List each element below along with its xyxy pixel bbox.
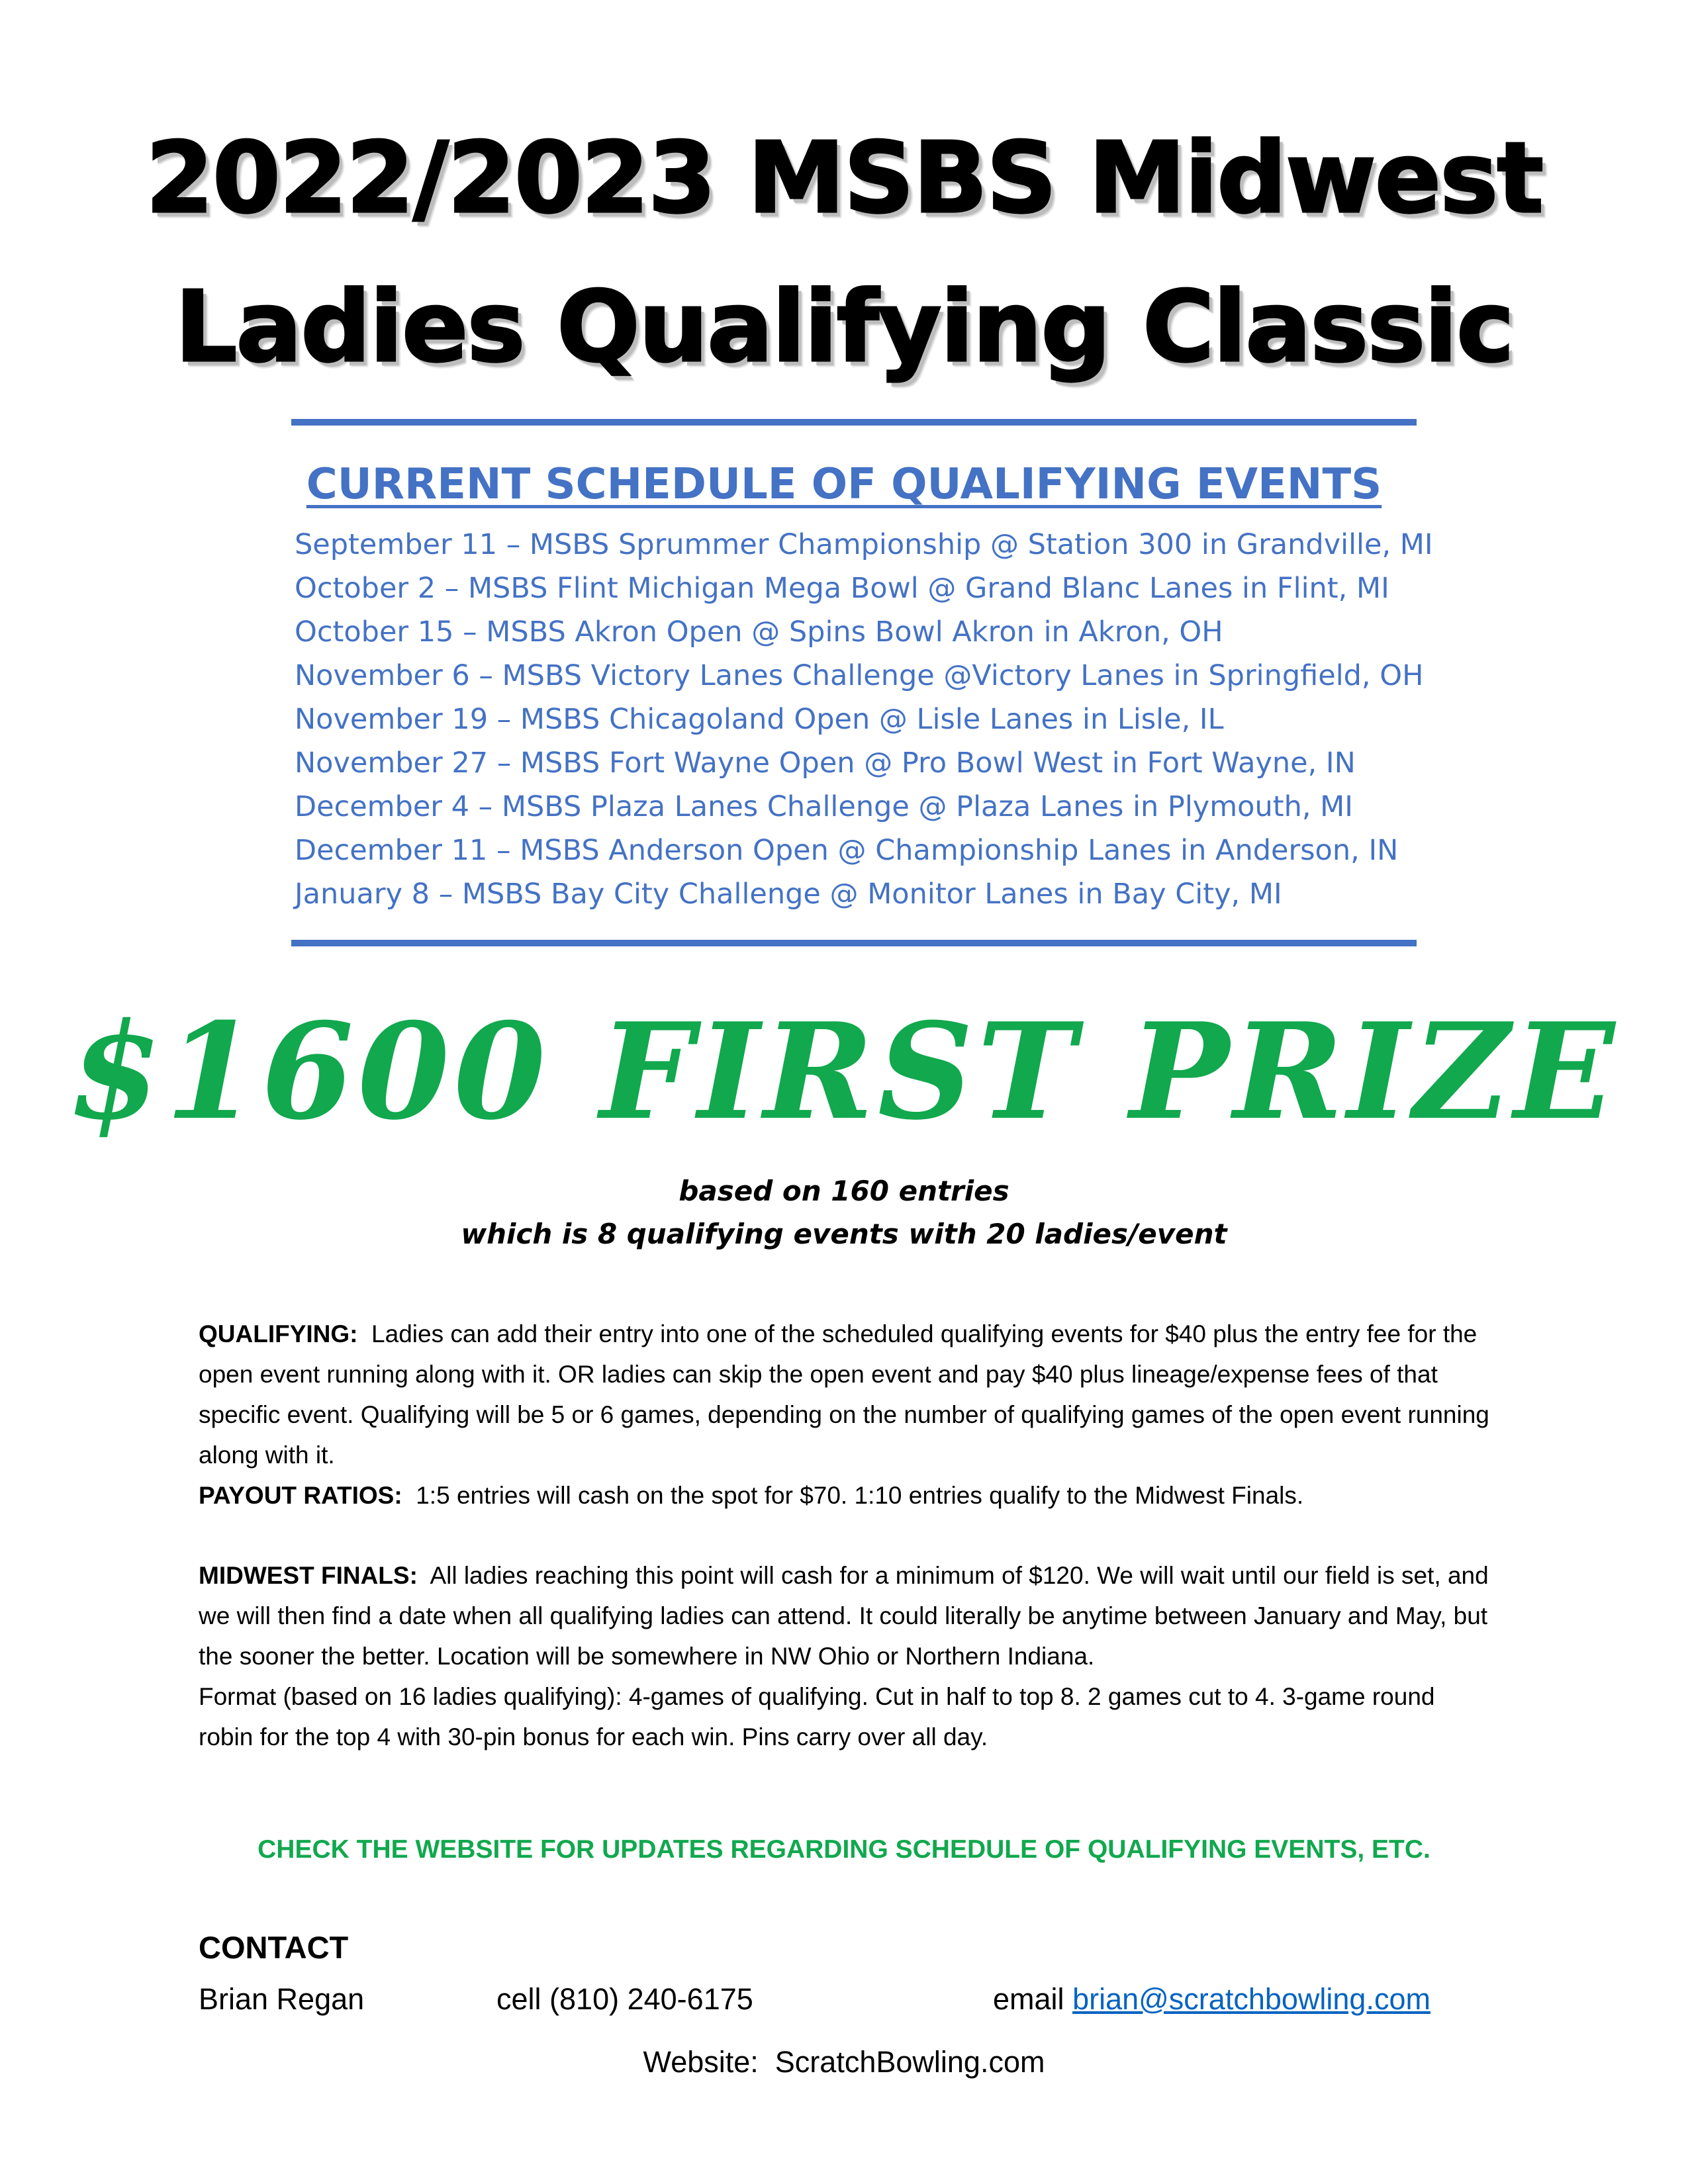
finals-label: MIDWEST FINALS:	[199, 1562, 418, 1589]
first-prize-headline: $1600 FIRST PRIZE	[69, 994, 1619, 1150]
cell-label: cell	[496, 1982, 541, 2016]
contact-heading: CONTACT	[199, 1930, 349, 1965]
qualifying-label: QUALIFYING:	[199, 1320, 358, 1347]
qualifying-paragraph	[199, 1314, 1496, 1475]
prize-basis-line-2: which is 8 qualifying events with 20 ladies/event	[461, 1218, 1227, 1250]
contact-email	[993, 1982, 1430, 2017]
page-title-line-2: Ladies Qualifying Classic	[175, 270, 1513, 384]
schedule-item: November 6 – MSBS Victory Lanes Challenge @Victory Lanes in Springfield, OH	[295, 659, 1424, 692]
divider-top	[291, 419, 1417, 426]
schedule-item: November 19 – MSBS Chicagoland Open @ Lisle Lanes in Lisle, IL	[295, 703, 1224, 736]
page-title-line-1: 2022/2023 MSBS Midwest	[145, 121, 1543, 235]
schedule-item: October 2 – MSBS Flint Michigan Mega Bowl @ Grand Blanc Lanes in Flint, MI	[295, 572, 1389, 605]
website-line	[0, 2045, 1688, 2079]
finals-paragraph	[199, 1555, 1496, 1676]
finals-section	[199, 1555, 1496, 1757]
schedule-item: December 11 – MSBS Anderson Open @ Championship Lanes in Anderson, IN	[295, 834, 1399, 867]
schedule-item: January 8 – MSBS Bay City Challenge @ Monitor Lanes in Bay City, MI	[295, 878, 1282, 911]
website-notice: CHECK THE WEBSITE FOR UPDATES REGARDING SCHEDULE OF QUALIFYING EVENTS, ETC.	[258, 1835, 1430, 1864]
schedule-heading: CURRENT SCHEDULE OF QUALIFYING EVENTS	[306, 460, 1382, 509]
contact-cell	[496, 1982, 753, 2017]
website-url: ScratchBowling.com	[774, 2045, 1045, 2079]
prize-basis-line-1: based on 160 entries	[679, 1175, 1009, 1207]
payout-paragraph	[199, 1475, 1496, 1516]
email-label: email	[993, 1982, 1064, 2016]
qualifying-section	[199, 1314, 1496, 1516]
schedule-item: September 11 – MSBS Sprummer Championship @ Station 300 in Grandville, MI	[295, 528, 1433, 561]
website-label: Website:	[643, 2045, 759, 2079]
qualifying-text: Ladies can add their entry into one of the scheduled qualifying events for $40 plus the entry fee for the open event running along with it. OR ladies can skip the open event and pay $40 plus lineage/expense fees of that specific event. Qualifying will be 5 or 6 games, depending on the number of qualifying games of the open event running along with it.	[199, 1320, 1489, 1469]
contact-name: Brian Regan	[199, 1982, 365, 2016]
finals-text: All ladies reaching this point will cash for a minimum of $120. We will wait until our field is set, and we will then find a date when all qualifying ladies can attend. It could literally be anytime between January and May, but the sooner the better. Location will be somewhere in NW Ohio or Northern Indiana.	[199, 1562, 1489, 1670]
format-paragraph: Format (based on 16 ladies qualifying): 4-games of qualifying. Cut in half to top 8. 2 games cut to 4. 3-game round robin for the top 4 with 30-pin bonus for each win. Pins carry over all day.	[199, 1683, 1435, 1751]
schedule-item: November 27 – MSBS Fort Wayne Open @ Pro Bowl West in Fort Wayne, IN	[295, 747, 1356, 780]
payout-text: 1:5 entries will cash on the spot for $70. 1:10 entries qualify to the Midwest Finals.	[416, 1482, 1304, 1509]
schedule-item: December 4 – MSBS Plaza Lanes Challenge @ Plaza Lanes in Plymouth, MI	[295, 790, 1353, 823]
payout-label: PAYOUT RATIOS:	[199, 1482, 402, 1509]
divider-bottom	[291, 940, 1417, 946]
cell-number: (810) 240-6175	[549, 1982, 753, 2016]
email-link[interactable]: brian@scratchbowling.com	[1072, 1982, 1430, 2016]
schedule-list	[295, 523, 1486, 916]
schedule-item: October 15 – MSBS Akron Open @ Spins Bowl Akron in Akron, OH	[295, 615, 1223, 649]
